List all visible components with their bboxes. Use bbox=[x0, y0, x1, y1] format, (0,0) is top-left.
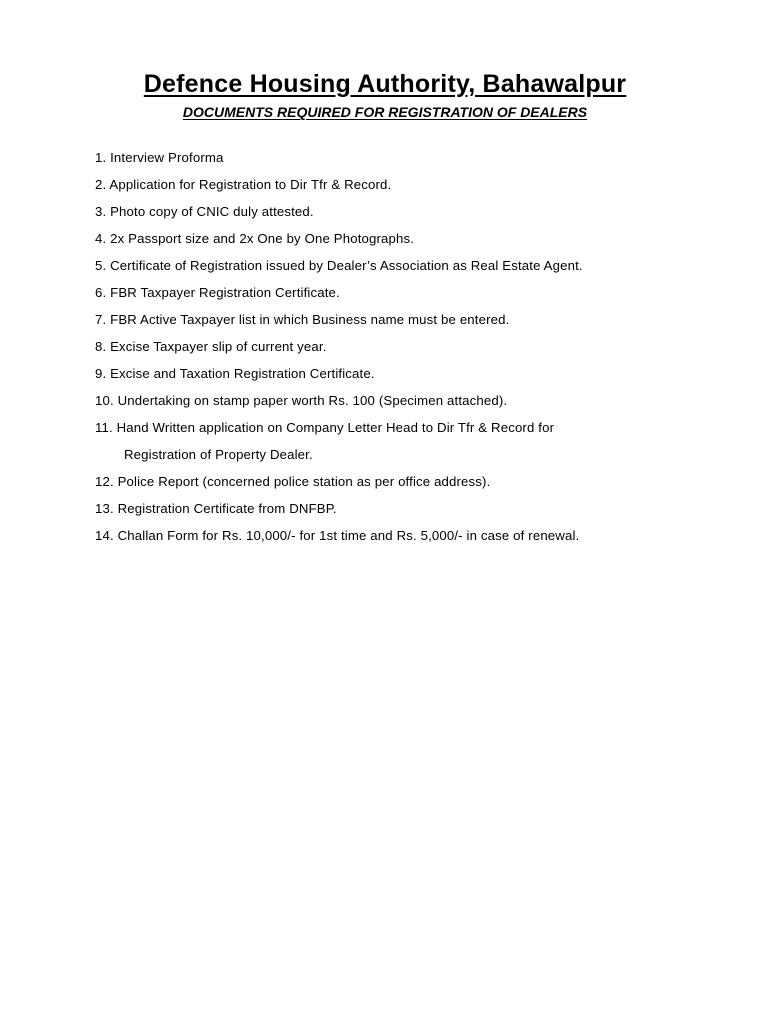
list-item: 11. Hand Written application on Company Letter Head to Dir Tfr & Record for bbox=[95, 420, 555, 435]
list-item: 3. Photo copy of CNIC duly attested. bbox=[95, 204, 314, 219]
list-item: 13. Registration Certificate from DNFBP. bbox=[95, 501, 337, 516]
list-item: 7. FBR Active Taxpayer list in which Business name must be entered. bbox=[95, 312, 510, 327]
document-subtitle: DOCUMENTS REQUIRED FOR REGISTRATION OF DEALERS bbox=[182, 104, 588, 120]
list-item: 12. Police Report (concerned police station as per office address). bbox=[95, 474, 491, 489]
requirements-list bbox=[95, 148, 735, 553]
list-item: 8. Excise Taxpayer slip of current year. bbox=[95, 339, 327, 354]
list-item: 14. Challan Form for Rs. 10,000/- for 1st time and Rs. 5,000/- in case of renewal. bbox=[95, 528, 580, 543]
list-item: 6. FBR Taxpayer Registration Certificate. bbox=[95, 285, 340, 300]
list-item: 4. 2x Passport size and 2x One by One Photographs. bbox=[95, 231, 415, 246]
list-item: 10. Undertaking on stamp paper worth Rs. 100 (Specimen attached). bbox=[95, 393, 508, 408]
list-item: 2. Application for Registration to Dir Tfr & Record. bbox=[95, 177, 392, 192]
document-title: Defence Housing Authority, Bahawalpur bbox=[143, 70, 627, 98]
list-item: 1. Interview Proforma bbox=[95, 150, 224, 165]
list-item: 5. Certificate of Registration issued by Dealer’s Association as Real Estate Agent. bbox=[95, 258, 583, 273]
list-item-continuation: Registration of Property Dealer. bbox=[124, 447, 313, 462]
list-item: 9. Excise and Taxation Registration Certificate. bbox=[95, 366, 375, 381]
